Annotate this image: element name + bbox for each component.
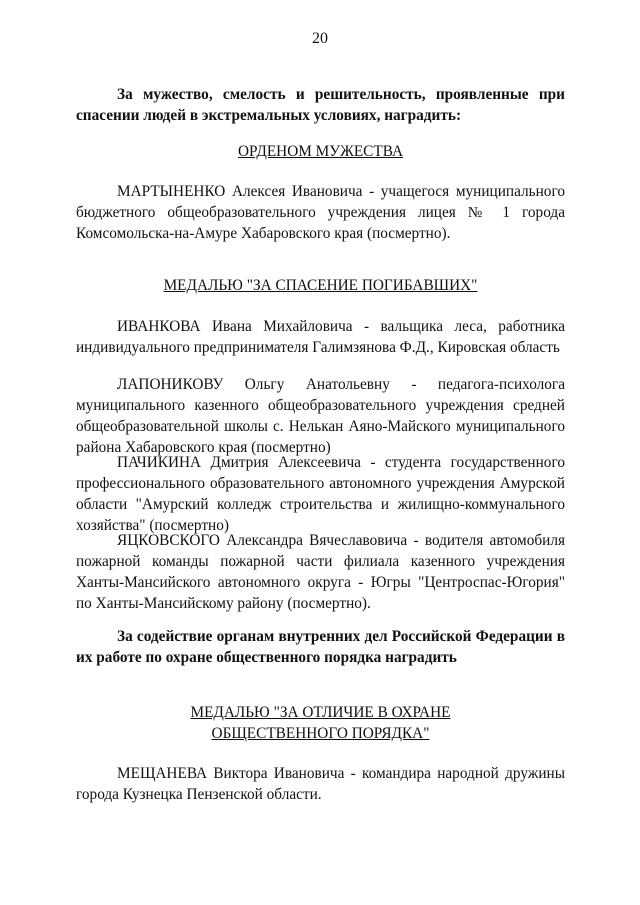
section-heading-courage: За мужество, смелость и решительность, проявленные при спасении людей в экстремальных условиях, наградить:: [76, 86, 565, 124]
page-number: 20: [312, 30, 328, 47]
recipient-paragraph: ПАЧИКИНА Дмитрия Алексеевича - студента государственного профессионального образовательного автономного учреждения Амурской области "Амурский колледж строительства и жилищно-коммунального хозяйства" (посмертно): [76, 454, 565, 534]
recipient-paragraph: ИВАНКОВА Ивана Михайловича - вальщика леса, работника индивидуального предпринимателя Галимзянова Ф.Д., Кировская область: [76, 318, 565, 356]
recipient-paragraph: МЕЩАНЕВА Виктора Ивановича - командира народной дружины города Кузнецка Пензенской области.: [76, 765, 565, 803]
recipient-paragraph: ЛАПОНИКОВУ Ольгу Анатольевну - педагога-психолога муниципального казенного общеобразовательного учреждения средней общеобразовательной школы с. Нелькан Аяно-Майского муниципального района Хабаровского края (посмертно): [76, 376, 565, 456]
award-title-text: ОРДЕНОМ МУЖЕСТВА: [237, 143, 404, 160]
award-title-medal-rescue: [76, 275, 565, 296]
award-title-medal-public-order: [76, 702, 565, 744]
award-title-order-of-courage: [76, 141, 565, 162]
award-title-line: ОБЩЕСТВЕННОГО ПОРЯДКА": [211, 725, 430, 742]
recipient-paragraph: ЯЦКОВСКОГО Александра Вячеславовича - водителя автомобиля пожарной команды пожарной части филиала казенного учреждения Ханты-Мансийского автономного округа - Югры "Центроспас-Югория" по Ханты-Мансийскому району (посмертно).: [76, 532, 565, 612]
award-title-line: МЕДАЛЬЮ "ЗА ОТЛИЧИЕ В ОХРАНЕ: [190, 704, 451, 721]
recipient-paragraph: МАРТЫНЕНКО Алексея Ивановича - учащегося муниципального бюджетного общеобразовательного учреждения лицея № 1 города Комсомольска-на-Амуре Хабаровского края (посмертно).: [76, 183, 565, 242]
section-heading-public-order: За содействие органам внутренних дел Российской Федерации в их работе по охране общественного порядка наградить: [76, 628, 565, 666]
award-title-text: МЕДАЛЬЮ "ЗА СПАСЕНИЕ ПОГИБАВШИХ": [163, 277, 478, 294]
